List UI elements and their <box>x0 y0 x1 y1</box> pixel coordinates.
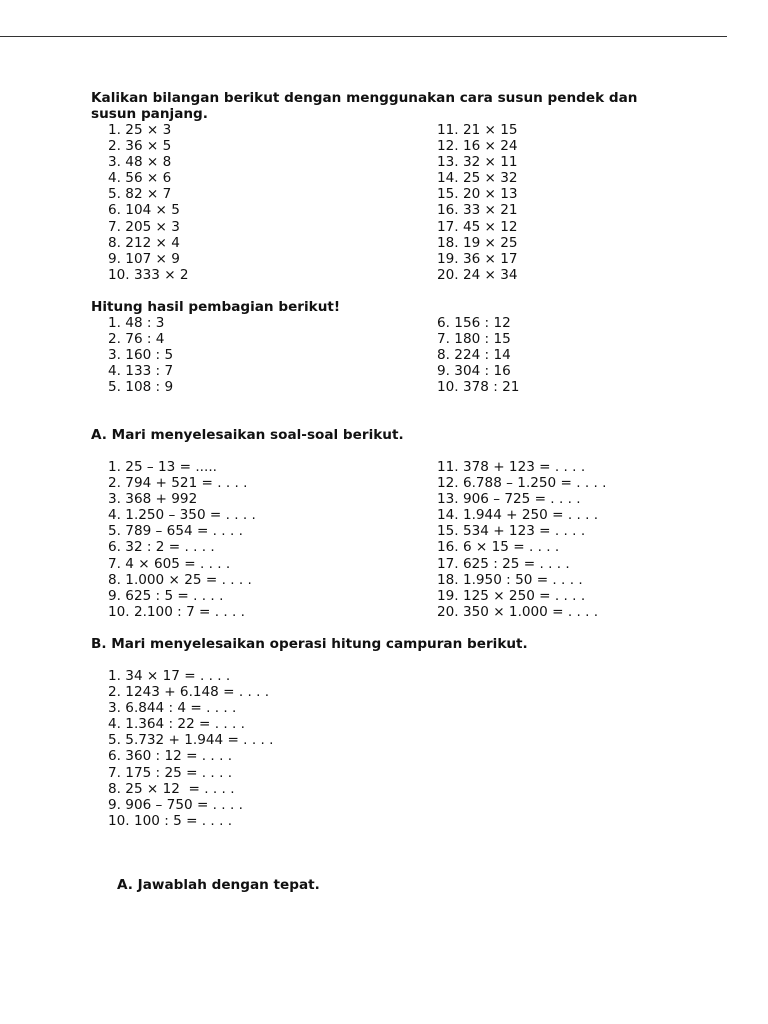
list-item: 17. 625 : 25 = . . . . <box>437 555 570 572</box>
list-item: 15. 534 + 123 = . . . . <box>437 523 586 540</box>
list-item: 4. 56 × 6 <box>108 170 172 187</box>
list-item: 5. 108 : 9 <box>108 379 174 396</box>
list-item: 2. 794 + 521 = . . . . <box>108 475 248 492</box>
list-item: 3. 160 : 5 <box>108 347 174 364</box>
list-item: 12. 16 × 24 <box>437 138 518 155</box>
exercise-b-list <box>108 668 273 829</box>
list-item: 8. 212 × 4 <box>108 234 180 251</box>
exercise-b-heading: B. Mari menyelesaikan operasi hitung campuran berikut. <box>91 636 528 652</box>
header-rule <box>0 36 727 37</box>
division-list-right <box>437 315 519 395</box>
multiplication-list-right <box>437 122 518 283</box>
list-item: 4. 1.250 – 350 = . . . . <box>108 507 256 524</box>
list-item: 6. 360 : 12 = . . . . <box>108 748 233 765</box>
exercise-a-list-right <box>437 459 607 620</box>
list-item: 8. 1.000 × 25 = . . . . <box>108 571 252 588</box>
list-item: 12. 6.788 – 1.250 = . . . . <box>437 475 607 492</box>
multiplication-heading: Kalikan bilangan berikut dengan menggunakan cara susun pendek dan susun panjang. <box>91 90 638 122</box>
list-item: 14. 1.944 + 250 = . . . . <box>437 507 599 524</box>
list-item: 8. 25 × 12 = . . . . <box>108 780 235 797</box>
list-item: 2. 1243 + 6.148 = . . . . <box>108 684 270 701</box>
list-item: 3. 6.844 : 4 = . . . . <box>108 700 237 717</box>
list-item: 16. 33 × 21 <box>437 202 518 219</box>
list-item: 3. 48 × 8 <box>108 154 172 171</box>
list-item: 14. 25 × 32 <box>437 170 518 187</box>
list-item: 13. 906 – 725 = . . . . <box>437 491 581 508</box>
exercise-a-heading: A. Mari menyelesaikan soal-soal berikut. <box>91 427 404 443</box>
list-item: 6. 156 : 12 <box>437 315 511 331</box>
exercise-a-list-left <box>108 459 256 620</box>
list-item: 6. 104 × 5 <box>108 202 180 219</box>
list-item: 5. 5.732 + 1.944 = . . . . <box>108 732 274 749</box>
list-item: 7. 175 : 25 = . . . . <box>108 764 233 781</box>
list-item: 9. 625 : 5 = . . . . <box>108 587 224 604</box>
list-item: 7. 180 : 15 <box>437 331 511 348</box>
list-item: 7. 205 × 3 <box>108 218 180 235</box>
list-item: 18. 19 × 25 <box>437 234 518 251</box>
division-heading: Hitung hasil pembagian berikut! <box>91 299 341 315</box>
list-item: 5. 789 – 654 = . . . . <box>108 523 243 540</box>
list-item: 5. 82 × 7 <box>108 186 172 203</box>
list-item: 10. 333 × 2 <box>108 266 189 283</box>
list-item: 16. 6 × 15 = . . . . <box>437 539 560 556</box>
list-item: 20. 350 × 1.000 = . . . . <box>437 603 599 620</box>
list-item: 6. 32 : 2 = . . . . <box>108 539 215 556</box>
list-item: 19. 125 × 250 = . . . . <box>437 587 586 604</box>
list-item: 15. 20 × 13 <box>437 186 518 203</box>
list-item: 8. 224 : 14 <box>437 347 511 364</box>
list-item: 11. 378 + 123 = . . . . <box>437 459 586 475</box>
list-item: 9. 304 : 16 <box>437 363 511 380</box>
list-item: 2. 36 × 5 <box>108 138 172 155</box>
list-item: 9. 906 – 750 = . . . . <box>108 796 243 813</box>
list-item: 4. 1.364 : 22 = . . . . <box>108 716 246 733</box>
list-item: 10. 100 : 5 = . . . . <box>108 812 233 829</box>
list-item: 3. 368 + 992 <box>108 491 198 508</box>
division-list-left <box>108 315 173 395</box>
list-item: 1. 25 – 13 = ..... <box>108 459 217 475</box>
list-item: 11. 21 × 15 <box>437 122 518 138</box>
list-item: 1. 25 × 3 <box>108 122 172 138</box>
list-item: 9. 107 × 9 <box>108 250 180 267</box>
list-item: 18. 1.950 : 50 = . . . . <box>437 571 583 588</box>
list-item: 20. 24 × 34 <box>437 266 518 283</box>
list-item: 7. 4 × 605 = . . . . <box>108 555 231 572</box>
list-item: 17. 45 × 12 <box>437 218 518 235</box>
answer-heading: A. Jawablah dengan tepat. <box>117 877 320 893</box>
list-item: 2. 76 : 4 <box>108 331 165 348</box>
list-item: 4. 133 : 7 <box>108 363 174 380</box>
list-item: 1. 34 × 17 = . . . . <box>108 668 231 684</box>
list-item: 1. 48 : 3 <box>108 315 165 331</box>
list-item: 19. 36 × 17 <box>437 250 518 267</box>
list-item: 10. 2.100 : 7 = . . . . <box>108 603 246 620</box>
multiplication-list-left <box>108 122 189 283</box>
list-item: 13. 32 × 11 <box>437 154 518 171</box>
list-item: 10. 378 : 21 <box>437 379 520 396</box>
